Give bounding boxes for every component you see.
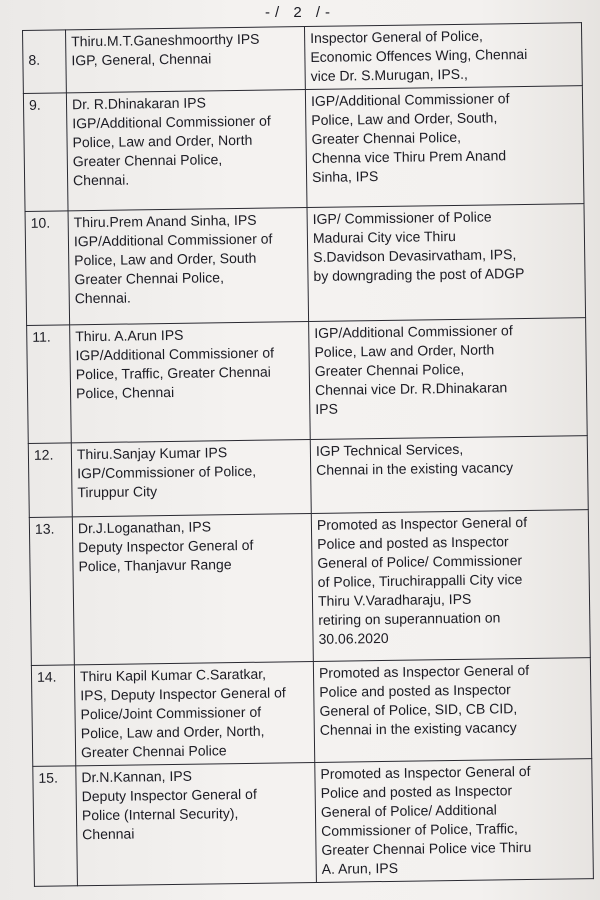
officer-line: Tiruppur City [77,483,158,501]
officer-line: Thiru. A.Arun IPS [75,326,184,345]
officer-line: IGP/Commissioner of Police, [77,462,257,482]
officer-line: Chennai. [74,289,131,307]
officer-cell [68,208,309,325]
officer-line: IGP/Additional Commissioner of [75,344,275,364]
officer-line: Thiru.Sanjay Kumar IPS [76,444,228,463]
officer-line: Dr.J.Loganathan, IPS [77,518,212,537]
posting-line: Police, Law and Order, South, [311,109,498,128]
posting-line: Sinha, IPS [311,168,379,185]
officer-line: Police/Joint Commissioner of [80,703,262,723]
posting-cell [311,510,590,662]
officer-line: Thiru.M.T.Ganeshmoorthy IPS [71,30,260,50]
table-row [27,318,588,444]
officer-line: Police, Law and Order, North, [80,722,265,742]
posting-line: Greater Chennai Police, [314,360,465,379]
officer-line: Chennai. [72,171,130,189]
table-row [23,23,583,94]
posting-line: Greater Chennai Police vice Thiru [321,838,532,858]
officer-line: Police, Law and Order, South [74,249,257,269]
posting-cell [305,86,584,208]
table-row [23,86,584,212]
posting-line: vice Dr. S.Murugan, IPS., [310,65,468,84]
serial-number-cell: 13. [29,517,74,666]
officer-line: Greater Chennai Police, [74,269,225,288]
posting-cell [309,318,588,440]
posting-cell [310,436,588,514]
posting-line: 30.06.2020 [318,629,389,647]
posting-line: Police, Law and Order, North [314,341,495,360]
officer-line: Dr. R.Dhinakaran IPS [71,94,206,113]
posting-line: Chennai vice Dr. R.Dhinakaran [314,379,508,398]
table-row [33,759,594,887]
serial-number-cell: 15. [33,766,78,887]
officer-line: IGP, General, Chennai [71,50,212,69]
posting-line: Chennai in the existing vacancy [316,459,514,478]
officer-line: IPS, Deputy Inspector General of [80,684,286,704]
officer-cell [66,27,306,93]
posting-line: Greater Chennai Police, [311,128,462,147]
posting-line: General of Police/ Additional [320,801,497,820]
officer-line: Police, Thanjavur Range [78,556,232,575]
posting-cell [307,204,586,322]
serial-number-cell: 9. [23,93,68,212]
serial-number-cell: 8. [23,30,67,94]
officer-line: Deputy Inspector General of [78,536,254,556]
posting-line: Promoted as Inspector General of [318,661,530,681]
posting-line: Police and posted as Inspector [320,782,513,801]
posting-cell [315,759,594,883]
table-row [31,658,591,767]
posting-line: Chennai in the existing vacancy [319,719,517,738]
posting-line: of Police, Tiruchirappalli City vice [317,571,523,590]
table-body [23,23,594,887]
posting-line: Thiru V.Varadharaju, IPS [317,590,472,609]
posting-line: Promoted as Inspector General of [320,762,531,782]
posting-line: IGP/Additional Commissioner of [314,322,513,341]
officer-line: Deputy Inspector General of [81,785,257,805]
posting-line: General of Police/ Commissioner [317,552,523,571]
officer-cell [76,762,317,885]
page-number: -/ 2 /- [264,4,335,21]
posting-cell [313,658,591,763]
officer-line: Police, Traffic, Greater Chennai [75,363,271,383]
posting-line: Inspector General of Police, [310,27,483,46]
officer-line: Greater Chennai Police [80,742,227,761]
posting-cell [304,23,582,90]
serial-number-cell: 10. [25,211,70,326]
posting-line: S.Davidson Devasirvatham, IPS, [313,246,517,265]
officer-line: Thiru Kapil Kumar C.Saratkar, [79,665,267,685]
posting-line: IGP/ Commissioner of Police [312,208,492,227]
posting-line: Economic Offences Wing, Chennai [310,45,528,65]
officer-cell [70,322,311,443]
posting-line: IGP/Additional Commissioner of [310,90,510,109]
officer-line: Police, Law and Order, North [72,131,253,151]
officer-line: Dr.N.Kannan, IPS [81,767,193,786]
posting-line: Madurai City vice Thiru [312,227,456,246]
posting-line: Police and posted as Inspector [317,533,509,552]
table-row [28,436,588,518]
officer-cell [71,440,311,517]
serial-number-cell: 14. [31,665,75,767]
posting-line: Chenna vice Thiru Prem Anand [311,147,507,166]
officer-line: Police (Internal Security), [81,805,239,824]
officer-line: IGP/Additional Commissioner of [73,230,273,250]
officer-cell [74,661,314,765]
officer-cell [66,90,307,211]
posting-line: Police and posted as Inspector [319,681,511,700]
officer-line: Greater Chennai Police, [72,151,223,170]
officer-line: Chennai [82,825,135,843]
posting-line: Promoted as Inspector General of [316,513,528,533]
table-row [29,510,590,666]
posting-line: A. Arun, IPS [321,859,399,877]
table-row [25,204,586,326]
serial-number-cell: 11. [27,325,72,444]
officer-line: Police, Chennai [75,383,175,402]
transfer-orders-table [22,22,594,887]
posting-line: IGP Technical Services, [315,440,464,459]
posting-line: by downgrading the post of ADGP [313,265,525,284]
serial-number-cell: 12. [28,443,72,518]
posting-line: retiring on superannuation on [318,609,501,628]
officer-line: Thiru.Prem Anand Sinha, IPS [73,211,257,231]
posting-line: General of Police, SID, CB CID, [319,700,518,719]
posting-line: Commissioner of Police, Traffic, [321,820,518,839]
officer-cell [72,514,313,665]
officer-line: IGP/Additional Commissioner of [72,112,271,132]
posting-line: IPS [315,400,339,417]
